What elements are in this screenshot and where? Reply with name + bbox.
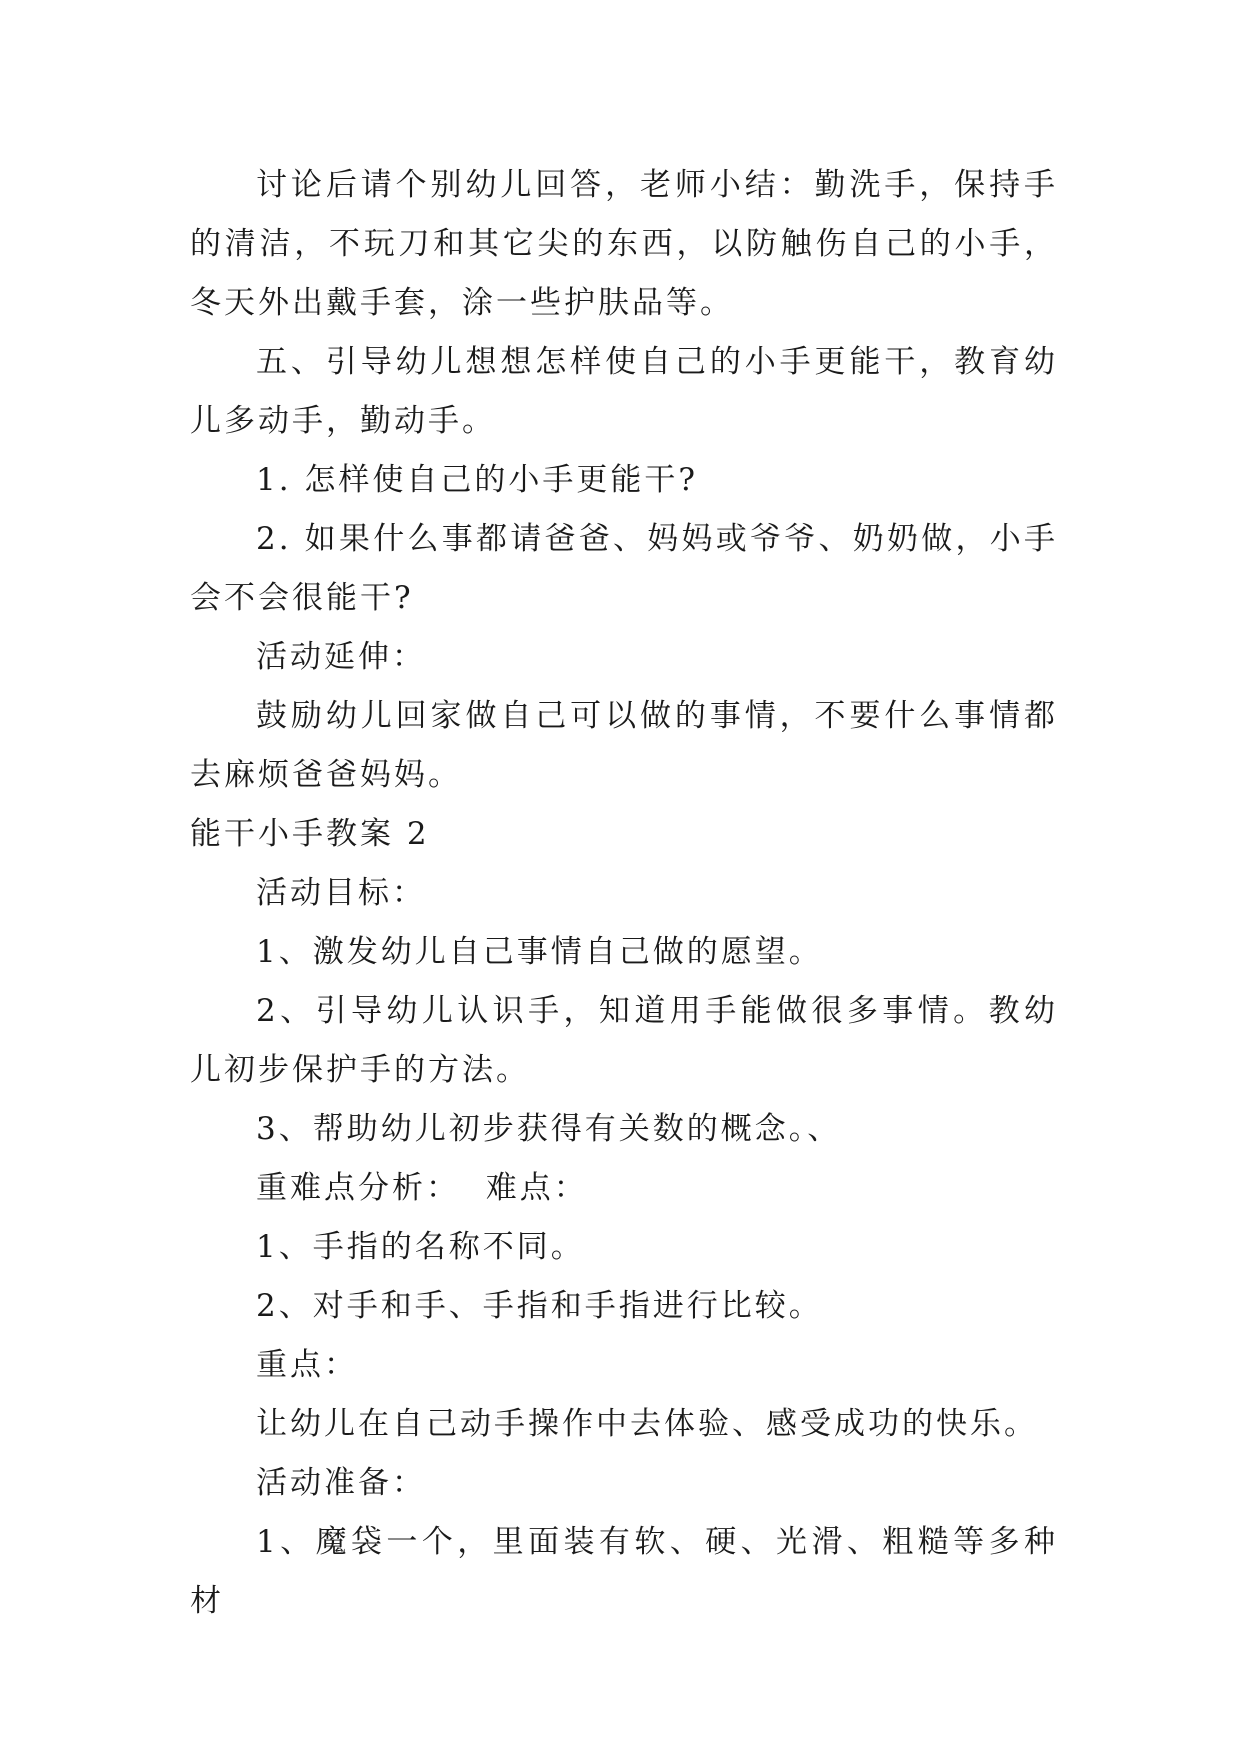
paragraph-summary: 讨论后请个别幼儿回答，老师小结：勤洗手，保持手的清洁，不玩刀和其它尖的东西，以防触伤自己的小手，冬天外出戴手套，涂一些护肤品等。: [190, 167, 1058, 321]
paragraph-question-2: 2. 如果什么事都请爸爸、妈妈或爷爷、奶奶做，小手会不会很能干?: [190, 521, 1058, 616]
goal-item-3: 3、帮助幼儿初步获得有关数的概念。、: [256, 1111, 842, 1147]
section-title: 能干小手教案 2: [190, 816, 430, 852]
heading-activity-extension: 活动延伸：: [256, 639, 426, 675]
goal-item-1: 1、激发幼儿自己事情自己做的愿望。: [256, 934, 823, 970]
paragraph-step-five: 五、引导幼儿想想怎样使自己的小手更能干，教育幼儿多动手，勤动手。: [190, 344, 1058, 439]
paragraph-extension: 鼓励幼儿回家做自己可以做的事情，不要什么事情都去麻烦爸爸妈妈。: [190, 698, 1058, 793]
difficulty-item-2: 2、对手和手、手指和手指进行比较。: [256, 1288, 823, 1324]
heading-difficulty-analysis: 重难点分析： 难点：: [256, 1170, 588, 1206]
goal-item-2: 2、引导幼儿认识手，知道用手能做很多事情。教幼儿初步保护手的方法。: [190, 993, 1058, 1088]
difficulty-item-1: 1、手指的名称不同。: [256, 1229, 585, 1265]
heading-activity-goals: 活动目标：: [256, 875, 426, 911]
key-point-text: 让幼儿在自己动手操作中去体验、感受成功的快乐。: [256, 1406, 1038, 1442]
paragraph-question-1: 1. 怎样使自己的小手更能干?: [256, 462, 699, 498]
heading-key-point: 重点：: [256, 1347, 358, 1383]
heading-activity-preparation: 活动准备：: [256, 1465, 426, 1501]
document-body: [190, 156, 1058, 1631]
preparation-item-1: 1、魔袋一个，里面装有软、硬、光滑、粗糙等多种材: [190, 1524, 1058, 1619]
